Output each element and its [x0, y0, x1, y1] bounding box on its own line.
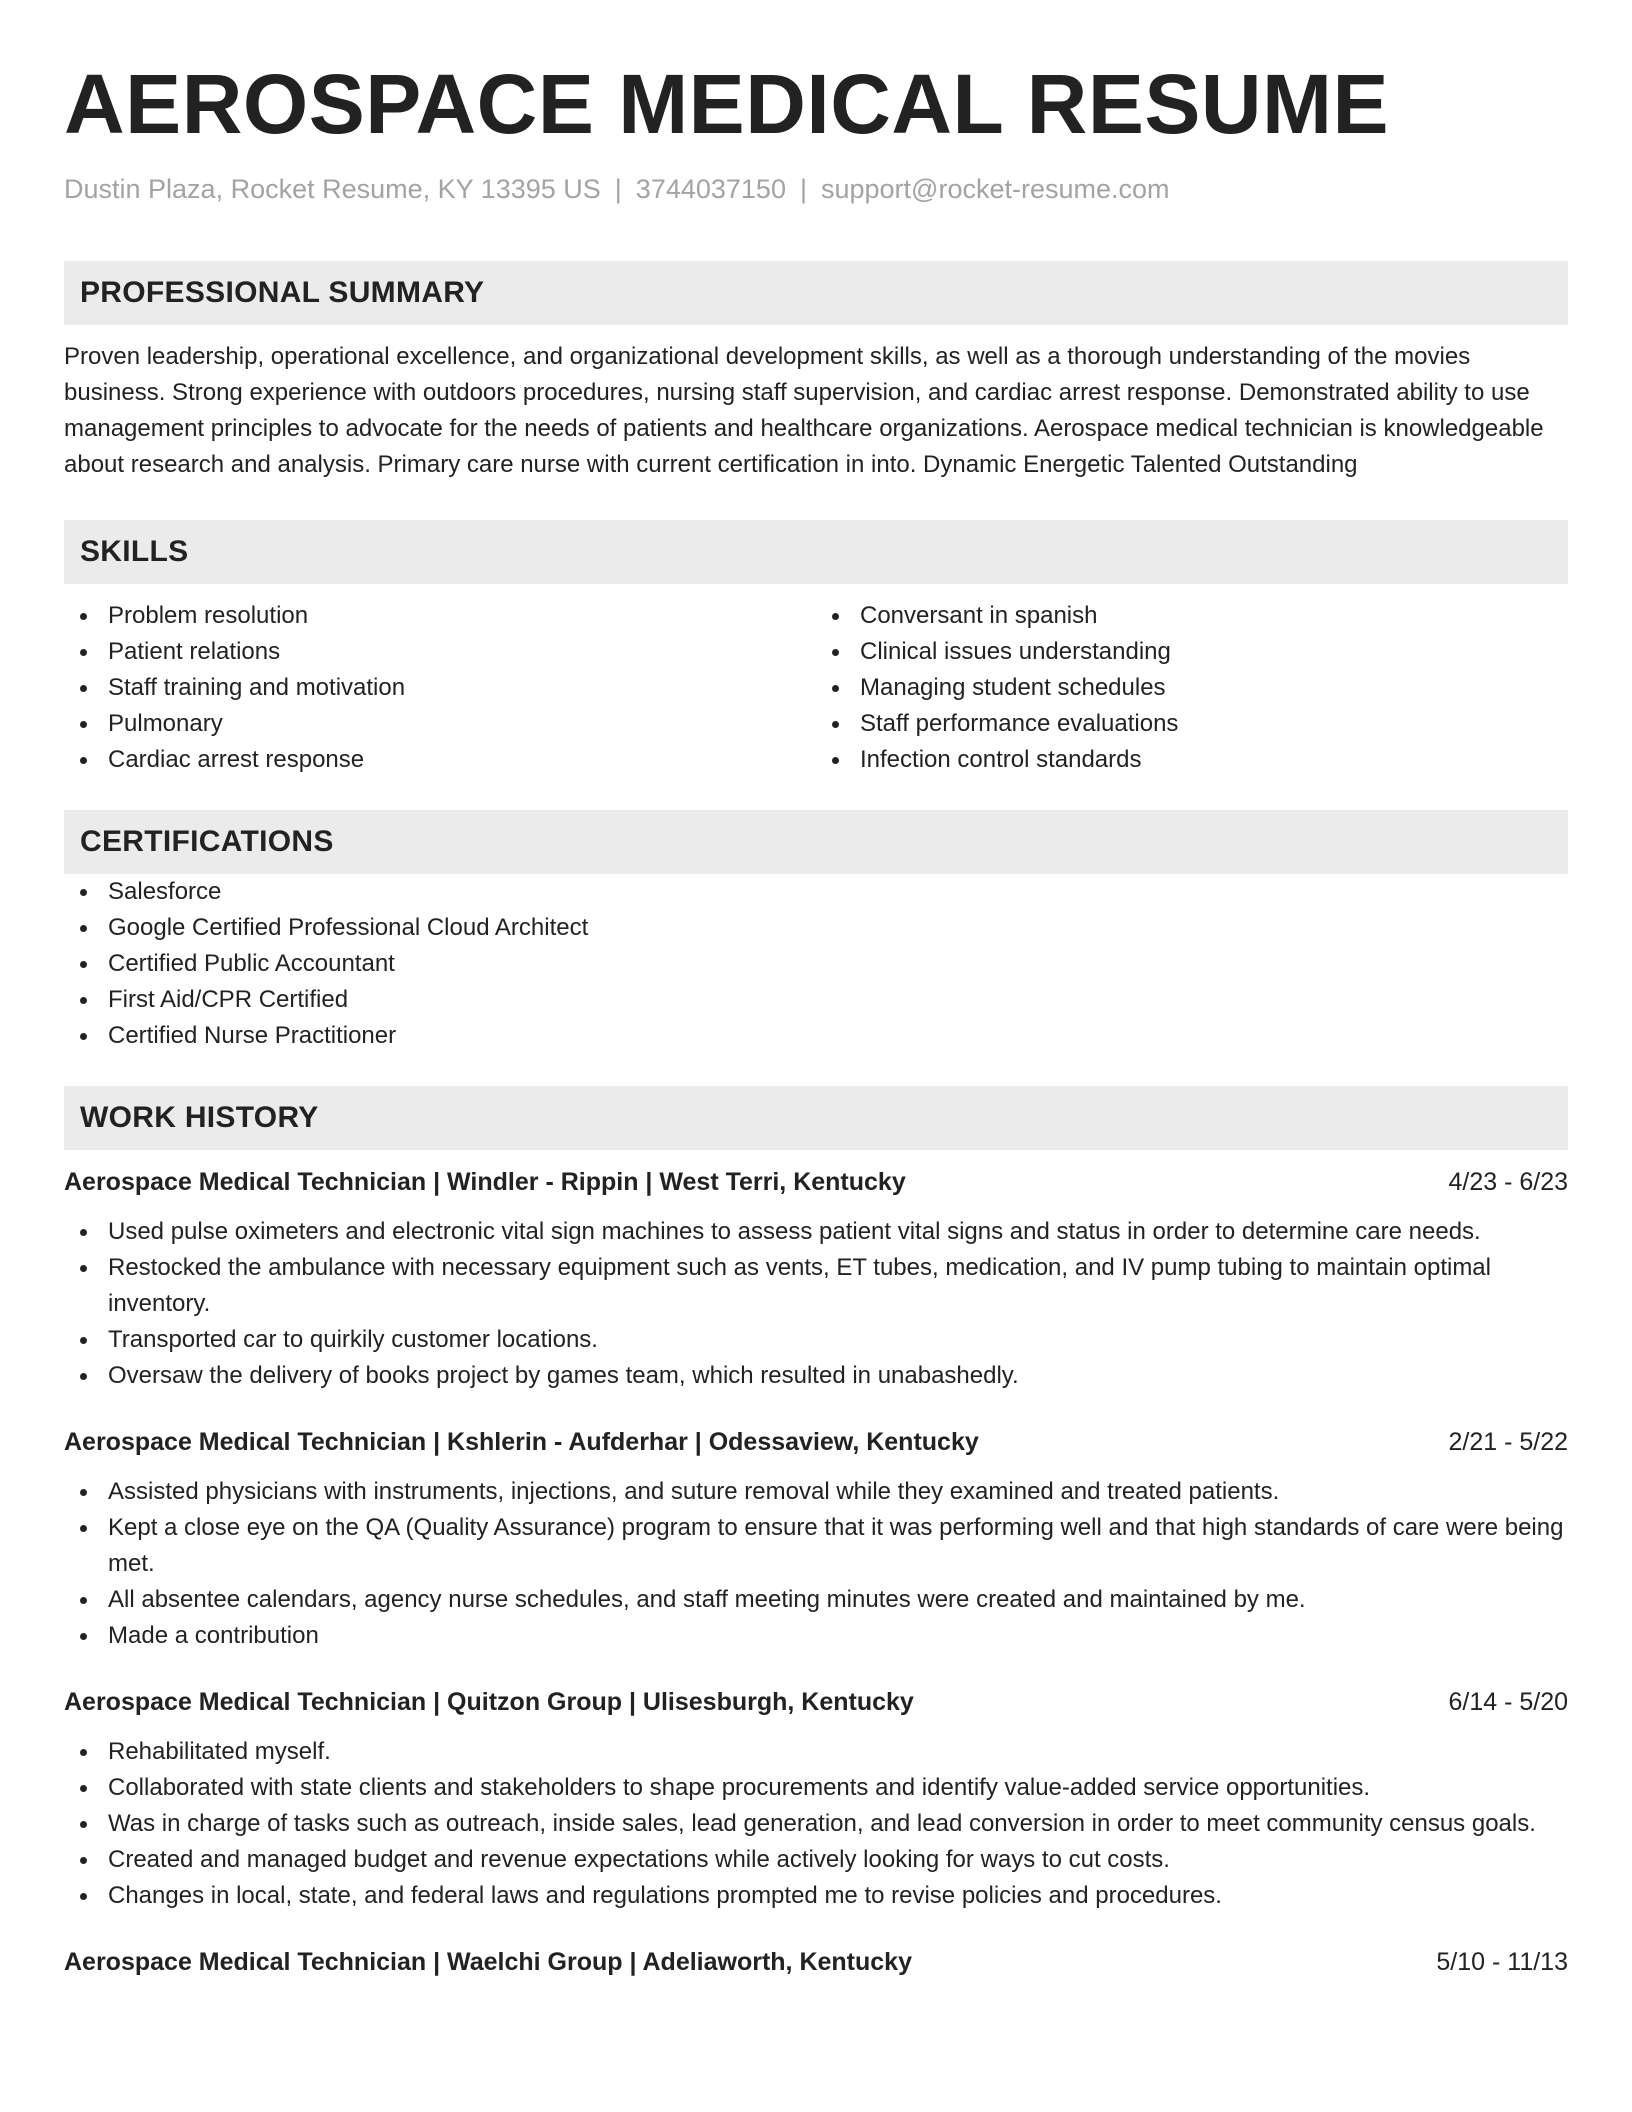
- skill-item: Staff performance evaluations: [816, 706, 1568, 742]
- job-bullet: Created and managed budget and revenue expectations while actively looking for ways to cut costs.: [64, 1842, 1568, 1878]
- skill-item: Patient relations: [64, 634, 816, 670]
- section-header-work-history: WORK HISTORY: [64, 1086, 1568, 1150]
- job-bullets: [64, 1474, 1568, 1654]
- resume-title: AEROSPACE MEDICAL RESUME: [64, 57, 1390, 151]
- job-entry: [64, 1944, 1568, 1980]
- certification-item: First Aid/CPR Certified: [64, 982, 1568, 1018]
- contact-separator: |: [799, 174, 807, 204]
- contact-email: support@rocket-resume.com: [820, 174, 1170, 204]
- job-bullet: All absentee calendars, agency nurse schedules, and staff meeting minutes were created and maintained by me.: [64, 1582, 1568, 1618]
- skills-list-left: [64, 598, 816, 778]
- summary-text: Proven leadership, operational excellence, and organizational development skills, as well as a thorough understanding of the movies business. Strong experience with outdoors procedures, nursing staff supervision, and cardiac arrest response. Demonstrated ability to use management principles to advocate for the needs of patients and healthcare organizations. Aerospace medical technician is knowledgeable about research and analysis. Primary care nurse with current certification in into. Dynamic Energetic Talented Outstanding: [64, 343, 1544, 478]
- job-bullet: Collaborated with state clients and stakeholders to shape procurements and identify value-added service opportunities.: [64, 1770, 1568, 1806]
- skill-item: Problem resolution: [64, 598, 816, 634]
- contact-phone: 3744037150: [635, 174, 786, 204]
- contact-address: Dustin Plaza, Rocket Resume, KY 13395 US: [64, 174, 601, 204]
- job-bullet: Assisted physicians with instruments, injections, and suture removal while they examined and treated patients.: [64, 1474, 1568, 1510]
- job-entry: [64, 1164, 1568, 1394]
- certification-item: Certified Nurse Practitioner: [64, 1018, 1568, 1054]
- skill-item: Cardiac arrest response: [64, 742, 816, 778]
- job-bullet: Oversaw the delivery of books project by games team, which resulted in unabashedly.: [64, 1358, 1568, 1394]
- job-heading-row: [64, 1944, 1568, 1980]
- job-entry: [64, 1684, 1568, 1914]
- job-title: Aerospace Medical Technician | Windler - Rippin | West Terri, Kentucky: [64, 1168, 906, 1196]
- job-bullet: Transported car to quirkily customer locations.: [64, 1322, 1568, 1358]
- job-title: Aerospace Medical Technician | Waelchi Group | Adeliaworth, Kentucky: [64, 1948, 912, 1976]
- job-bullet: Used pulse oximeters and electronic vital sign machines to assess patient vital signs and status in order to determine care needs.: [64, 1214, 1568, 1250]
- job-heading-row: [64, 1684, 1568, 1720]
- skill-item: Conversant in spanish: [816, 598, 1568, 634]
- skills-list-right: [816, 598, 1568, 778]
- job-entry: [64, 1424, 1568, 1654]
- job-dates: 6/14 - 5/20: [1448, 1688, 1568, 1716]
- job-dates: 5/10 - 11/13: [1436, 1948, 1568, 1976]
- job-dates: 4/23 - 6/23: [1448, 1168, 1568, 1196]
- section-header-skills: SKILLS: [64, 520, 1568, 584]
- job-bullet: Made a contribution: [64, 1618, 1568, 1654]
- job-bullet: Changes in local, state, and federal laws and regulations prompted me to revise policies and procedures.: [64, 1878, 1568, 1914]
- certification-item: Google Certified Professional Cloud Architect: [64, 910, 1568, 946]
- section-header-certifications: CERTIFICATIONS: [64, 810, 1568, 874]
- certification-item: Certified Public Accountant: [64, 946, 1568, 982]
- skills-column-right: [816, 598, 1568, 778]
- job-dates: 2/21 - 5/22: [1448, 1428, 1568, 1456]
- job-bullet: Kept a close eye on the QA (Quality Assurance) program to ensure that it was performing well and that high standards of care were being met.: [64, 1510, 1568, 1582]
- skill-item: Staff training and motivation: [64, 670, 816, 706]
- job-bullet: Was in charge of tasks such as outreach, inside sales, lead generation, and lead conversion in order to meet community census goals.: [64, 1806, 1568, 1842]
- skill-item: Clinical issues understanding: [816, 634, 1568, 670]
- skill-item: Managing student schedules: [816, 670, 1568, 706]
- job-title: Aerospace Medical Technician | Quitzon Group | Ulisesburgh, Kentucky: [64, 1688, 914, 1716]
- job-title: Aerospace Medical Technician | Kshlerin - Aufderhar | Odessaview, Kentucky: [64, 1428, 979, 1456]
- job-bullet: Rehabilitated myself.: [64, 1734, 1568, 1770]
- job-bullet: Restocked the ambulance with necessary equipment such as vents, ET tubes, medication, and IV pump tubing to maintain optimal inventory.: [64, 1250, 1568, 1322]
- skills-column-left: [64, 598, 816, 778]
- skill-item: Pulmonary: [64, 706, 816, 742]
- job-heading-row: [64, 1424, 1568, 1460]
- certifications-list: [64, 874, 1568, 1054]
- job-heading-row: [64, 1164, 1568, 1200]
- contact-line: [64, 172, 1568, 206]
- contact-separator: |: [614, 174, 622, 204]
- job-bullets: [64, 1734, 1568, 1914]
- section-header-summary: PROFESSIONAL SUMMARY: [64, 261, 1568, 325]
- skill-item: Infection control standards: [816, 742, 1568, 778]
- skills-grid: [64, 598, 1568, 778]
- certification-item: Salesforce: [64, 874, 1568, 910]
- job-bullets: [64, 1214, 1568, 1394]
